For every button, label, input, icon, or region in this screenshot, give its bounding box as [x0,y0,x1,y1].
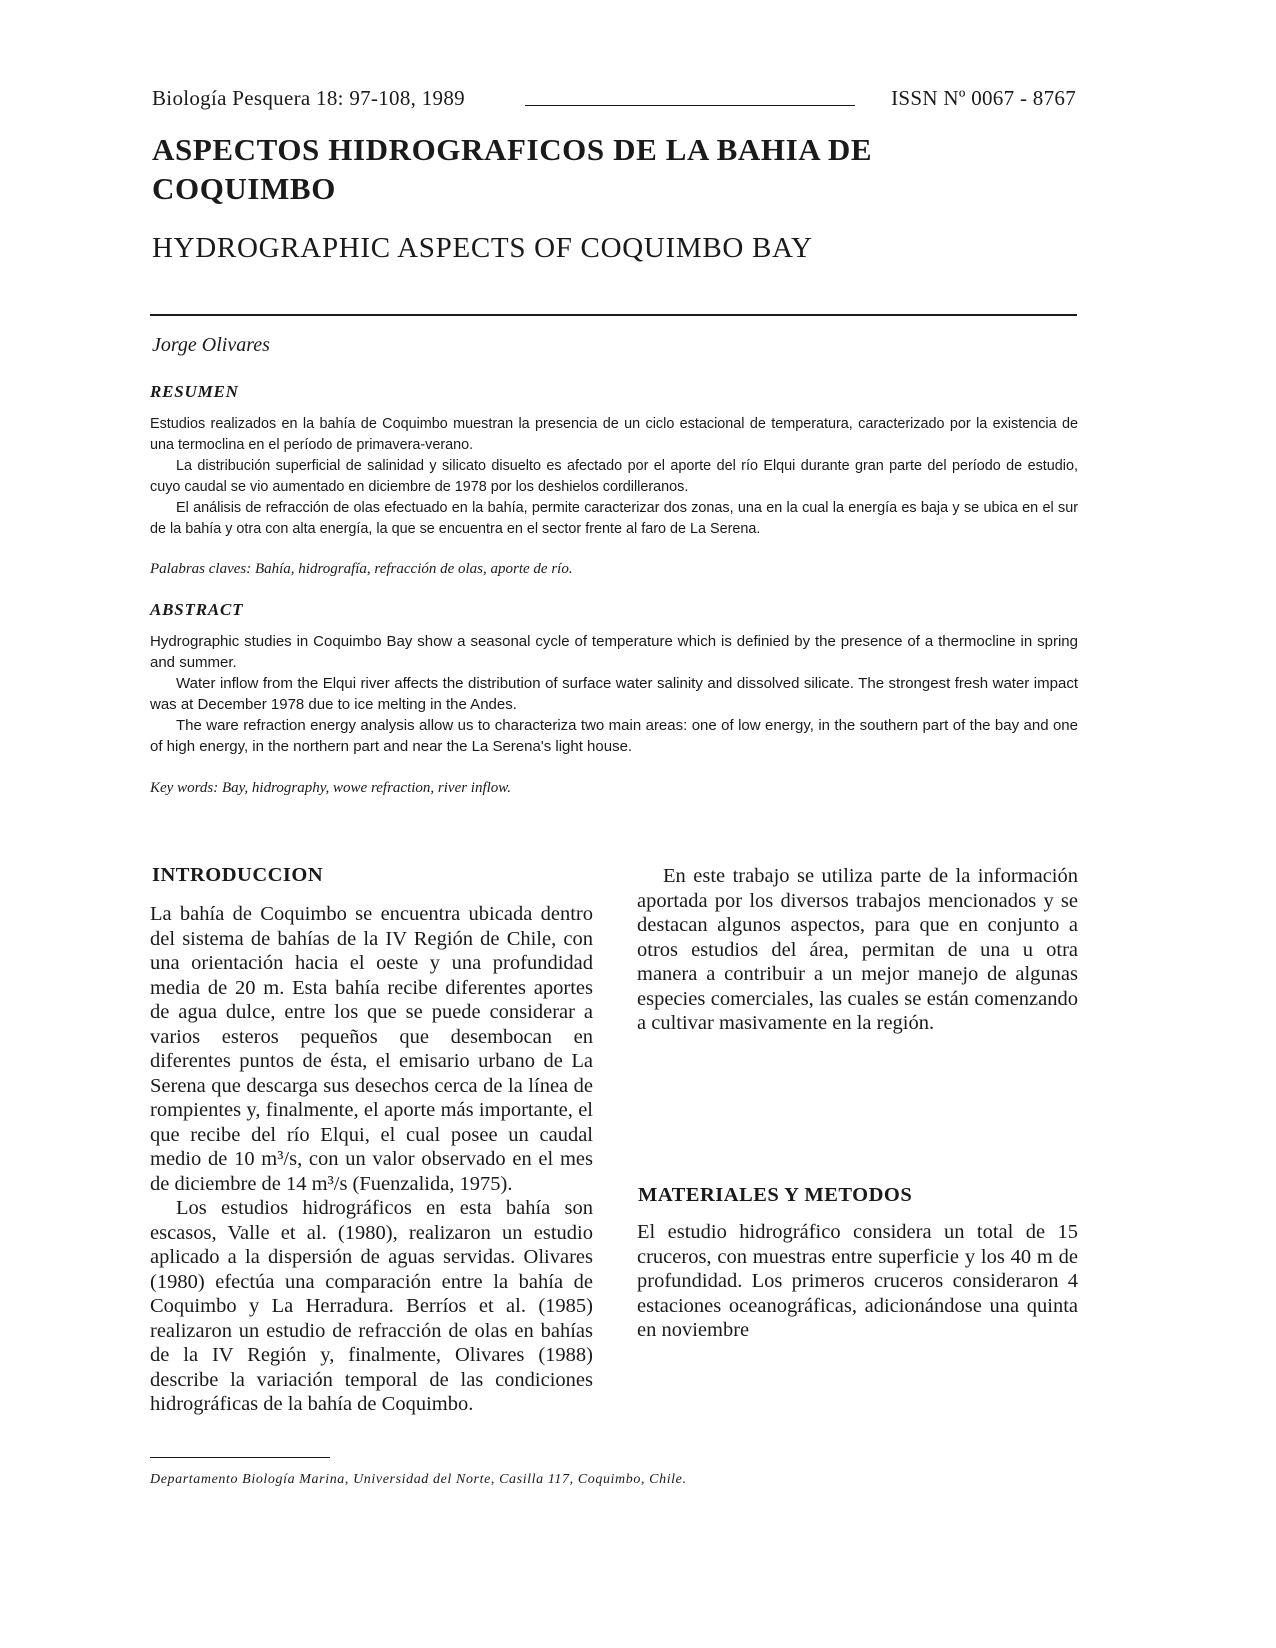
header-rule [525,105,855,106]
footnote-rule [150,1457,330,1458]
resumen-paragraph: El análisis de refracción de olas efectuado en la bahía, permite caracterizar dos zonas, una en la cual la energía es baja y se ubica en el sur de la bahía y otra con alta energía, la que se encuentra en el sector frente al faro de La Serena. [150,500,1078,537]
methods-column [637,1220,1078,1343]
intro-paragraph-2: Los estudios hidrográficos en esta bahía son escasos, Valle et al. (1980), realizaron un estudio aplicado a la dispersión de aguas servidas. Olivares (1980) efectúa una comparación entre la bahía de Coquimbo y La Herradura. Berríos et al. (1985) realizaron un estudio de refracción de olas en bahías de la IV Región y, finalmente, Olivares (1988) describe la variación temporal de las condiciones hidrográficas de la bahía de Coquimbo. [150,1197,593,1415]
author: Jorge Olivares [152,334,270,356]
intro-paragraph-1 [150,902,593,1196]
resumen-keywords: Palabras claves: Bahía, hidrografía, refracción de olas, aporte de río. [150,561,573,577]
resumen-heading: RESUMEN [150,382,239,401]
title-english: HYDROGRAPHIC ASPECTS OF COQUIMBO BAY [152,232,813,264]
intro-paragraph-1-text: La bahía de Coquimbo se encuentra ubicada dentro del sistema de bahías de la IV Región de Chile, con una orientación hacia el oeste y una profundidad media de 20 m. Esta bahía recibe diferentes aportes de agua dulce, entre los que se puede considerar a varios esteros pequeños que desembocan en diferentes puntos de ésta, el emisario urbano de La Serena que descarga sus desechos cerca de la línea de rompientes y, finalmente, el aporte más importante, el que recibe del río Elqui, el cual posee un caudal medio de 10 m³/s, con un valor observado en el mes de diciembre de 14 m³/s (Fuenzalida, 1975). [150,903,593,1195]
abstract-heading: ABSTRACT [150,600,244,619]
abstract-paragraph: The ware refraction energy analysis allow us to characteriza two main areas: one of low energy, in the southern part of the bay and one of high energy, in the northern part and near the La Serena's light house. [150,717,1078,755]
abstract-keywords: Key words: Bay, hidrography, wowe refraction, river inflow. [150,780,511,796]
journal-citation: Biología Pesquera 18: 97-108, 1989 [152,86,465,110]
abstract-paragraph: Hydrographic studies in Coquimbo Bay show a seasonal cycle of temperature which is definied by the presence of a thermocline in spring and summer. [150,633,1078,671]
resumen-body [150,414,1078,540]
affiliation-footnote: Departamento Biología Marina, Universidad del Norte, Casilla 117, Coquimbo, Chile. [150,1472,687,1487]
intro-column-right [637,864,1078,1036]
resumen-paragraph: Estudios realizados en la bahía de Coquimbo muestran la presencia de un ciclo estacional de temperatura, caracterizado por la existencia de una termoclina en el período de primavera-verano. [150,416,1078,453]
intro-heading: INTRODUCCION [152,864,324,886]
intro-paragraph-3: En este trabajo se utiliza parte de la información aportada por los diversos trabajos mencionados y se destacan algunos aspectos, para que en conjunto a otros estudios del área, permitan de una u otra manera a contribuir a un mejor manejo de algunas especies comerciales, las cuales se están comenzando a cultivar masivamente en la región. [637,865,1078,1034]
issn: ISSN Nº 0067 - 8767 [891,86,1076,110]
intro-column-left [150,902,593,1417]
abstract-paragraph: Water inflow from the Elqui river affects the distribution of surface water salinity and dissolved silicate. The strongest fresh water impact was at December 1978 due to ice melting in the Andes. [150,675,1078,713]
title-rule [150,314,1077,316]
abstract-body [150,631,1078,757]
methods-paragraph-1: El estudio hidrográfico considera un total de 15 cruceros, con muestras entre superficie y los 40 m de profundidad. Los primeros cruceros consideraron 4 estaciones oceanográficas, adicionándose una quinta en noviembre [637,1221,1078,1341]
resumen-paragraph: La distribución superficial de salinidad y silicato disuelto es afectado por el aporte del río Elqui durante gran parte del período de estudio, cuyo caudal se vio aumentado en diciembre de 1978 por los deshielos cordilleranos. [150,458,1078,495]
methods-heading: MATERIALES Y METODOS [638,1184,913,1206]
title-spanish: ASPECTOS HIDROGRAFICOS DE LA BAHIA DE COQUIMBO [152,132,873,206]
